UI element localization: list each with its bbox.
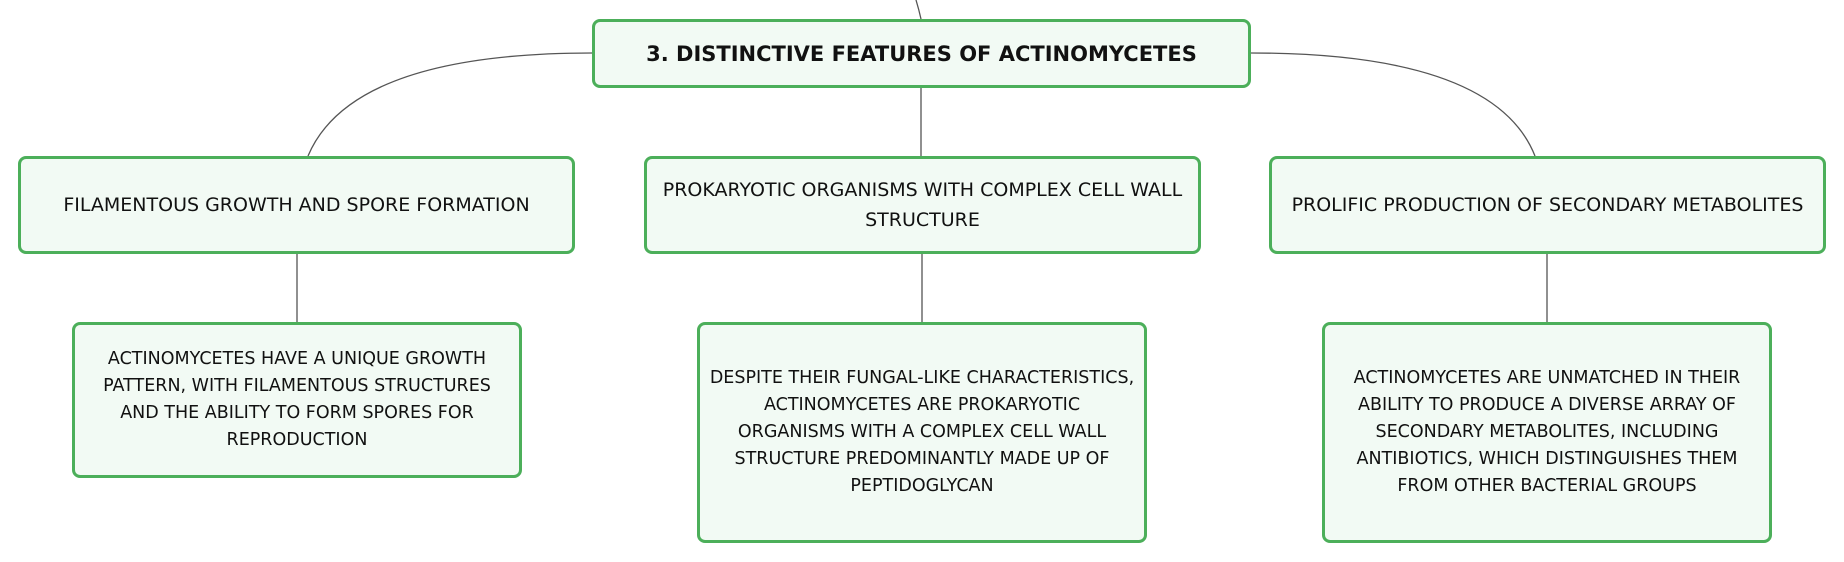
connector-root-to-branch-1 (308, 53, 592, 156)
detail-text: DESPITE THEIR FUNGAL-LIKE CHARACTERISTICS, ACTINOMYCETES ARE PROKARYOTIC ORGANISMS WITH A COMPLEX CELL WALL STRUCTURE PREDOMINANTLY MADE UP OF PEPTIDOGLYCAN (709, 368, 1135, 496)
connector-root-to-branch-3 (1251, 53, 1535, 156)
detail-text: ACTINOMYCETES HAVE A UNIQUE GROWTH PATTERN, WITH FILAMENTOUS STRUCTURES AND THE ABILITY TO FORM SPORES FOR REPRODUCTION (103, 349, 491, 450)
root-topic-label: 3. DISTINCTIVE FEATURES OF ACTINOMYCETES (646, 41, 1197, 66)
branch-node-secondary-metabolites[interactable] (1269, 156, 1826, 254)
detail-node-prokaryotic-organisms[interactable] (697, 322, 1147, 543)
branch-label: PROKARYOTIC ORGANISMS WITH COMPLEX CELL WALL STRUCTURE (662, 179, 1183, 231)
root-topic-node[interactable] (592, 19, 1251, 88)
detail-node-filamentous-growth[interactable] (72, 322, 522, 478)
detail-text: ACTINOMYCETES ARE UNMATCHED IN THEIR ABILITY TO PRODUCE A DIVERSE ARRAY OF SECONDARY METABOLITES, INCLUDING ANTIBIOTICS, WHICH DISTINGUISHES THEM FROM OTHER BACTERIAL GROUPS (1353, 368, 1741, 496)
branch-node-filamentous-growth[interactable] (18, 156, 575, 254)
connector-parent-to-root (916, 0, 921, 19)
detail-node-secondary-metabolites[interactable] (1322, 322, 1772, 543)
branch-node-prokaryotic-organisms[interactable] (644, 156, 1201, 254)
branch-label: PROLIFIC PRODUCTION OF SECONDARY METABOLITES (1291, 194, 1804, 216)
branch-label: FILAMENTOUS GROWTH AND SPORE FORMATION (63, 194, 530, 216)
